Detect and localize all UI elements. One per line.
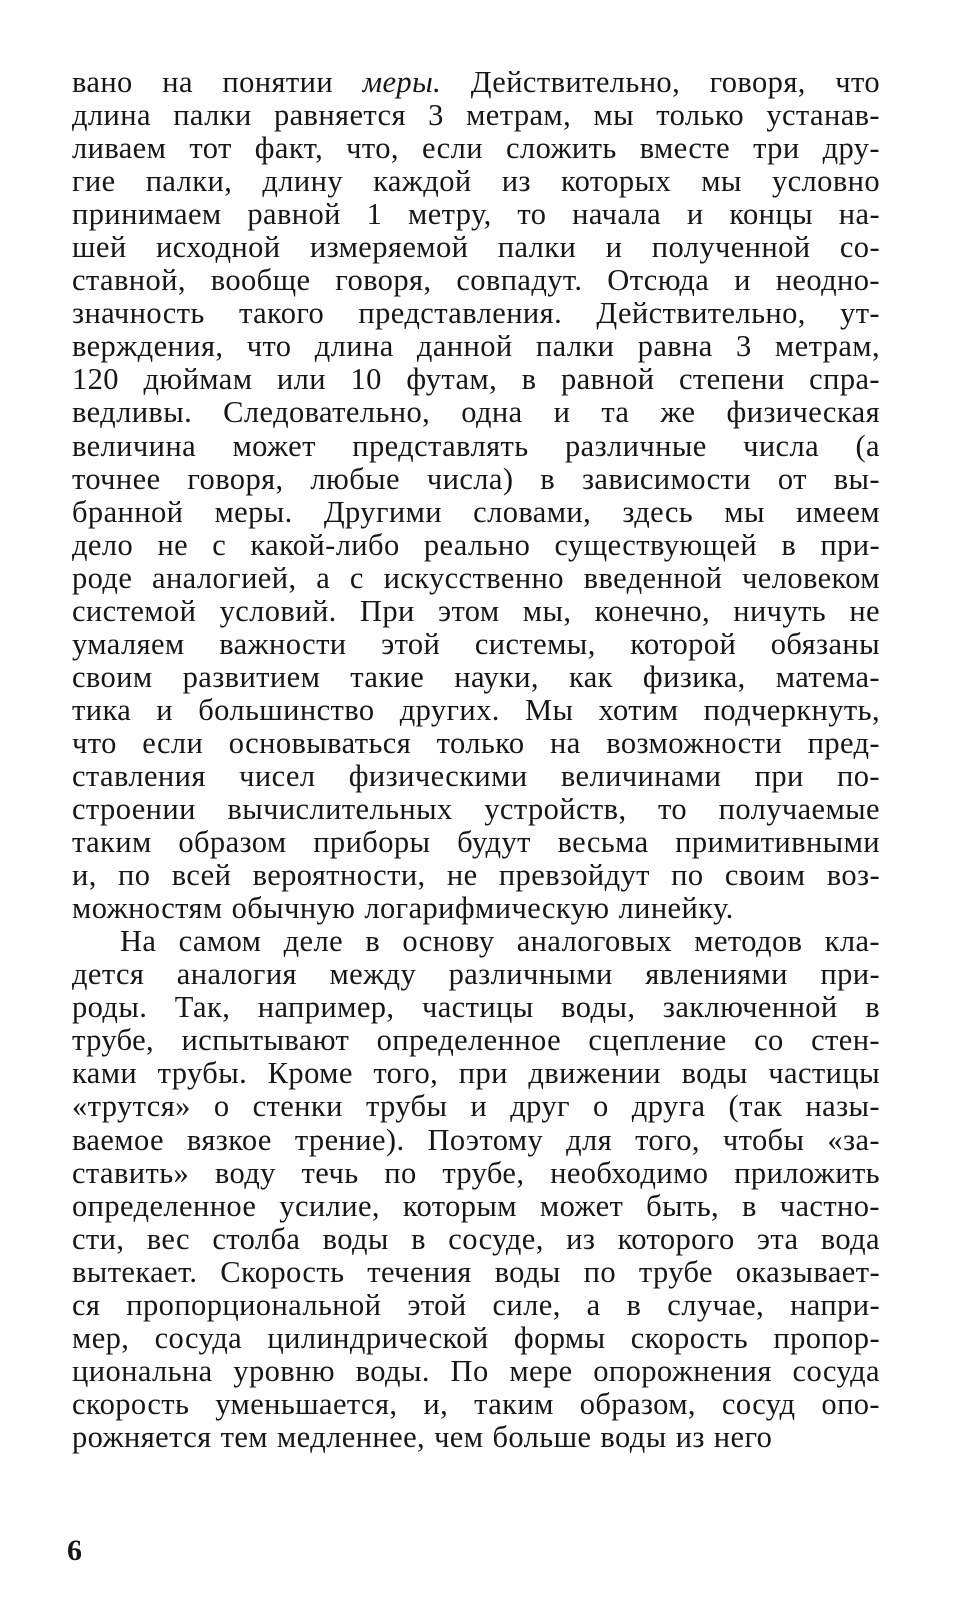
text-line: шей исходной измеряемой палки и полученной со- — [72, 230, 880, 265]
text-line: мер, сосуда цилиндрической формы скорость пропор- — [72, 1320, 880, 1355]
text-line: сти, вес столба воды в сосуде, из которого эта вода — [72, 1221, 880, 1256]
text-line: и, по всей вероятности, не превзойдут по своим воз- — [72, 858, 880, 893]
text-line: строении вычислительных устройств, то получаемые — [72, 792, 880, 827]
text-line: На самом деле в основу аналоговых методов кла- — [120, 924, 880, 959]
text-line: гие палки, длину каждой из которых мы условно — [72, 164, 880, 199]
paragraph-1 — [72, 66, 880, 925]
text-line: своим развитием такие науки, как физика, матема- — [72, 659, 880, 694]
text-line: ваемое вязкое трение). Поэтому для того, чтобы «за- — [72, 1122, 880, 1157]
text-line: ся пропорциональной этой силе, а в случае, напри- — [72, 1287, 880, 1322]
text-line: трубе, испытывают определенное сцепление со стен- — [72, 1023, 880, 1058]
text-line: системой условий. При этом мы, конечно, ничуть не — [72, 593, 880, 628]
page-number: 6 — [67, 1534, 82, 1567]
text-line: можностям обычную логарифмическую линейку. — [72, 891, 734, 926]
text-line: ставления чисел физическими величинами при по- — [72, 758, 880, 793]
text-line: роды. Так, например, частицы воды, заключенной в — [72, 990, 880, 1025]
text-line: дело не с какой-либо реально существующей в при- — [72, 527, 880, 562]
text-line: определенное усилие, которым может быть, в частно- — [72, 1188, 880, 1223]
text-line: точнее говоря, любые числа) в зависимости от вы- — [72, 461, 880, 496]
text-line: скорость уменьшается, и, таким образом, сосуд опо- — [72, 1386, 880, 1421]
emphasized-term: меры. — [362, 65, 442, 99]
text-line: ставной, вообще говоря, совпадут. Отсюда и неодно- — [72, 263, 880, 298]
text-line: 120 дюймам или 10 футам, в равной степени спра- — [72, 362, 880, 397]
text-line: дется аналогия между различными явлениями при- — [72, 957, 880, 992]
text-line: циональна уровню воды. По мере опорожнения сосуда — [72, 1353, 880, 1388]
text-line: умаляем важности этой системы, которой обязаны — [72, 626, 880, 661]
text-line: ками трубы. Кроме того, при движении воды частицы — [72, 1056, 880, 1091]
text-line: «трутся» о стенки трубы и друг о друга (так назы- — [72, 1089, 880, 1124]
text-line: ведливы. Следовательно, одна и та же физическая — [72, 395, 880, 430]
text-line: бранной меры. Другими словами, здесь мы имеем — [72, 494, 880, 529]
page-body — [72, 66, 880, 1454]
text-line: таким образом приборы будут весьма примитивными — [72, 825, 880, 860]
text-line: вытекает. Скорость течения воды по трубе оказывает- — [72, 1254, 880, 1289]
text-line: принимаем равной 1 метру, то начала и концы на- — [72, 197, 880, 232]
text-line: величина может представлять различные числа (а — [72, 428, 880, 463]
text-line: рожняется тем медленнее, чем больше воды из него — [72, 1419, 773, 1454]
text-line: вано на понятии меры. Действительно, говоря, что — [72, 65, 881, 99]
text-line: роде аналогией, а с искусственно введенной человеком — [72, 560, 880, 595]
text-line: тика и большинство других. Мы хотим подчеркнуть, — [72, 692, 880, 727]
text-line: ставить» воду течь по трубе, необходимо приложить — [72, 1155, 880, 1190]
paragraph-2 — [72, 925, 880, 1454]
text-line: ливаем тот факт, что, если сложить вместе три дру- — [72, 131, 880, 166]
text-line: длина палки равняется 3 метрам, мы только устанав- — [72, 98, 880, 133]
text-line: что если основываться только на возможности пред- — [72, 725, 880, 760]
text-line: верждения, что длина данной палки равна 3 метрам, — [72, 329, 880, 364]
text-line: значность такого представления. Действительно, ут- — [72, 296, 880, 331]
